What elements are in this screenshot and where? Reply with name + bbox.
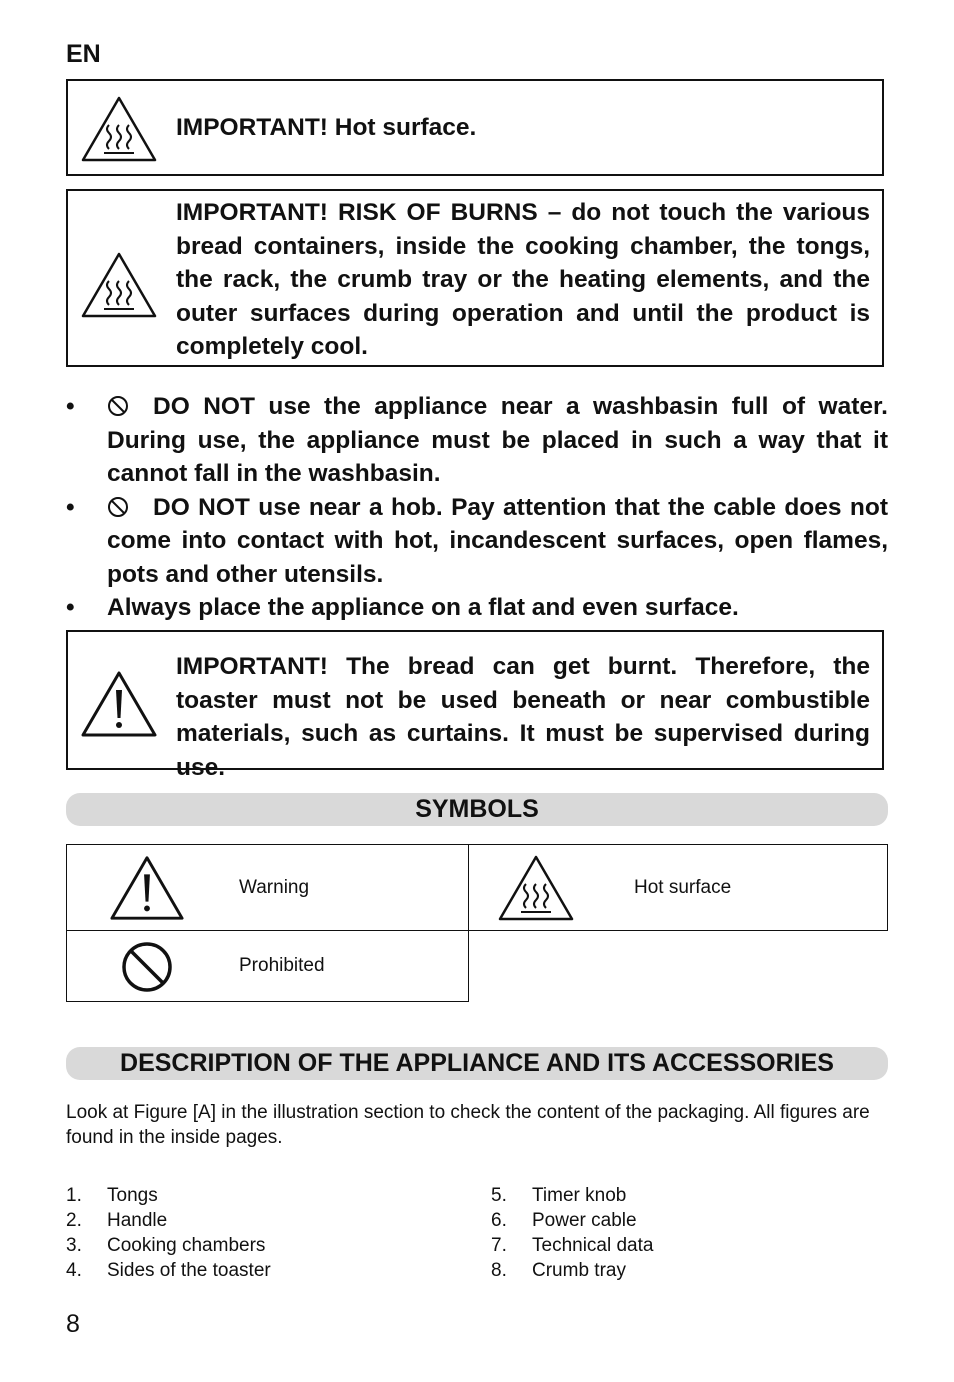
item-number: 2.	[66, 1210, 82, 1231]
list-item	[66, 491, 888, 592]
bullet-dot: •	[66, 493, 75, 521]
language-code: EN	[66, 40, 101, 68]
list-item	[66, 390, 888, 491]
item-number: 8.	[491, 1260, 507, 1281]
item-name: Technical data	[532, 1235, 654, 1256]
list-item	[491, 1258, 653, 1283]
item-number: 4.	[66, 1260, 82, 1281]
item-number: 3.	[66, 1235, 82, 1256]
hot-surface-icon	[497, 854, 575, 927]
safety-bullet-list	[66, 390, 888, 625]
hot-surface-icon	[80, 251, 158, 324]
burnt-bread-warning-text: IMPORTANT! The bread can get burnt. Therefore, the toaster must not be used beneath or near combustible materials, such as curtains. It must be supervised during use.	[176, 653, 870, 781]
symbol-cell-prohibited	[66, 930, 469, 1002]
burns-warning-box	[66, 189, 884, 367]
bullet-dot: •	[66, 393, 75, 420]
symbol-cell-hot-surface	[468, 844, 888, 931]
prohibited-icon	[120, 941, 174, 998]
burnt-bread-warning-box	[66, 630, 884, 781]
item-name: Timer knob	[532, 1185, 627, 1206]
prohibited-icon	[107, 494, 129, 516]
symbols-heading: SYMBOLS	[66, 793, 888, 826]
burns-warning-text: IMPORTANT! RISK OF BURNS – do not touch the various bread containers, inside the cooking chamber, the tongs, the rack, the crumb tray or the heating elements, and the outer surfaces during operation and until the product is completely cool.	[176, 199, 870, 360]
item-name: Tongs	[107, 1185, 158, 1206]
page-number: 8	[66, 1310, 80, 1338]
bullet-text: Always place the appliance on a flat and even surface.	[107, 594, 739, 621]
item-name: Crumb tray	[532, 1260, 626, 1281]
warning-icon	[80, 670, 158, 743]
list-item	[66, 1208, 271, 1233]
item-name: Power cable	[532, 1210, 637, 1231]
description-intro: Look at Figure [A] in the illustration section to check the content of the packaging. All figures are found in the inside pages.	[66, 1102, 870, 1148]
hot-surface-warning-box	[66, 79, 884, 176]
bullet-text: DO NOT use near a hob. Pay attention that the cable does not come into contact with hot, incandescent surfaces, open flames, pots and other utensils.	[107, 493, 888, 588]
parts-list-right	[491, 1183, 653, 1283]
item-number: 1.	[66, 1185, 82, 1206]
list-item	[66, 1183, 271, 1208]
item-number: 5.	[491, 1185, 507, 1206]
item-name: Handle	[107, 1210, 168, 1231]
symbol-label: Hot surface	[634, 877, 732, 898]
list-item	[66, 1233, 271, 1258]
symbol-cell-warning	[66, 844, 469, 931]
item-name: Sides of the toaster	[107, 1260, 271, 1281]
item-name: Cooking chambers	[107, 1235, 266, 1256]
hot-surface-icon	[80, 95, 158, 168]
bullet-text: DO NOT use the appliance near a washbasin full of water. During use, the appliance must be placed in such a way that it cannot fall in the washbasin.	[107, 393, 888, 487]
list-item	[491, 1183, 653, 1208]
prohibited-icon	[107, 393, 129, 415]
bullet-dot: •	[66, 594, 75, 621]
description-heading: DESCRIPTION OF THE APPLIANCE AND ITS ACCESSORIES	[66, 1047, 888, 1080]
symbol-label: Warning	[239, 877, 310, 898]
item-number: 7.	[491, 1235, 507, 1256]
symbol-label: Prohibited	[239, 955, 325, 976]
list-item	[491, 1233, 653, 1258]
item-number: 6.	[491, 1210, 507, 1231]
warning-icon	[109, 854, 185, 927]
parts-list-left	[66, 1183, 271, 1283]
hot-surface-warning-text: IMPORTANT! Hot surface.	[176, 114, 477, 141]
list-item	[66, 591, 888, 625]
list-item	[66, 1258, 271, 1283]
list-item	[491, 1208, 653, 1233]
